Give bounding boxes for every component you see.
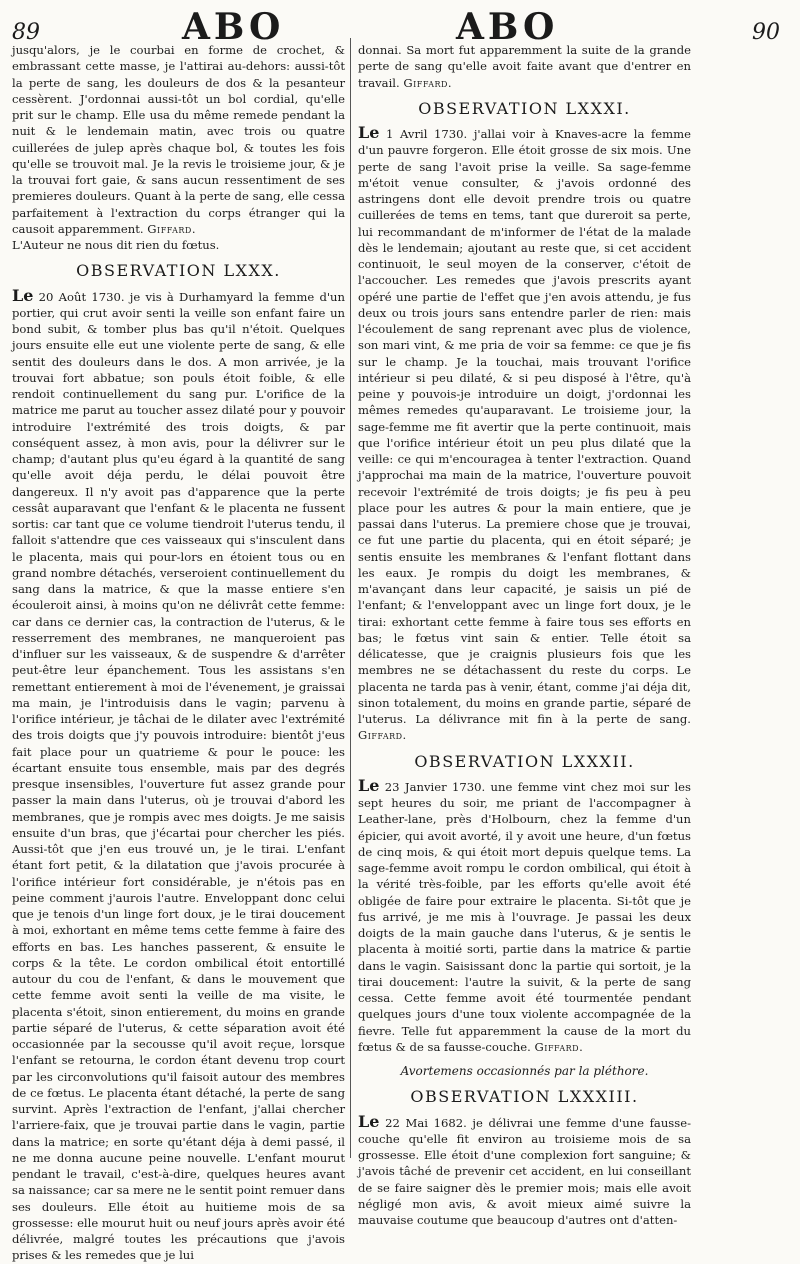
observation-heading: OBSERVATION LXXXI. [418, 98, 631, 118]
left-running-head: ABO [182, 6, 285, 48]
signature: Giffard. [358, 728, 407, 743]
paragraph [12, 285, 345, 1264]
observation-heading: OBSERVATION LXXXII. [414, 751, 635, 771]
paragraph [358, 125, 691, 744]
signature: Giffard. [147, 221, 197, 236]
paragraph-text: 23 Janvier 1730. une femme vint chez moi sur les sept heures du soir, me priant de l'accompagner à Leather-lane, près d'Holbourn, chez la femme d'un épicier, qui avoit avorté, il y avoit une heure, d'un fœtus de cinq mois, & qui étoit mort depuis quelque tems. La sage-femme avoit rompu le cordon ombilical, qui étoit à la vérité très-foible, par les efforts qu'elle avoit été obligée de faire pour extraire le placenta. Si-tôt que je fus arrivé, je me mis à l'ouvrage. Je passai les deux doigts de la main gauche dans l'uterus, & je sentis le placenta à moitié sorti, partie dans la matrice & partie dans le vagin. Saisissant donc la partie qui sortoit, je la tirai doucement: l'autre la suivit, & la perte de sang cessa. Cette femme avoit été tourmentée pendant quelques jours d'une toux violente accompagnée de la fievre. Telle fut apparemment la cause de la mort du fœtus & de sa fausse-couche. [358, 779, 691, 1054]
paragraph [358, 775, 691, 1055]
left-page-number: 89 [12, 20, 40, 45]
drop-word: Le [358, 1111, 380, 1131]
paragraph-text: jusqu'alors, je le courbai en forme de crochet, & embrassant cette masse, je l'attirai au-dehors: aussi-tôt la perte de sang, les douleurs de dos & la pesanteur cessèrent. J'ordonnai aussi-tôt un bol cordial, qu'elle prit sur le champ. Elle usa du même remede pendant la nuit & le lendemain matin, avec trois ou quatre cuillerées de julep après chaque bol, & toutes les fois qu'elle se trouvoit mal. Je la revis le troisieme jour, & je la trouvai fort gaie, & sans aucun ressentiment de ses premieres douleurs. Quant à la perte de sang, elle cessa parfaitement à l'extraction du corps étranger qui la causoit apparemment. [12, 43, 345, 236]
right-running-head: ABO [456, 6, 559, 48]
right-page-number: 90 [752, 20, 780, 45]
right-column [358, 42, 691, 1227]
paragraph [358, 1111, 691, 1229]
observation-heading: OBSERVATION LXXXIII. [410, 1087, 639, 1107]
paragraph-text: 22 Mai 1682. je délivrai une femme d'une fausse-couche qu'elle fit environ au troisieme mois de sa grossesse. Elle étoit d'une complexion fort sanguine; & j'avois tâché de prevenir cet accident, en lui conseillant de se faire saigner dès le premier mois; mais elle avoit négligé mon avis, & avoit mieux aimé suivre la mauvaise coutume que beaucoup d'autres ont d'atten- [358, 1115, 691, 1227]
paragraph [12, 42, 345, 237]
signature: Giffard. [403, 75, 453, 90]
note: L'Auteur ne nous dit rien du fœtus. [12, 238, 220, 252]
drop-word: Le [358, 775, 380, 795]
drop-word: Le [12, 285, 34, 305]
left-column [12, 42, 345, 1263]
observation-heading: OBSERVATION LXXX. [76, 261, 281, 281]
column-divider [350, 38, 351, 1158]
paragraph-text: 1 Avril 1730. j'allai voir à Knaves-acre la femme d'un pauvre forgeron. Elle étoit grosse de six mois. Une perte de sang l'avoit prise la veille. Sa sage-femme m'étoit venue consulter, & j'avois ordonné des astringens dont elle devoit prendre trois ou quatre cuillerées de tems en tems, tant que dureroit sa perte, lui recommandant de m'informer de l'état de la malade dès le lendemain; ajoutant au reste que, si cet accident continuoit, le seul moyen de la conserver, c'étoit de l'accoucher. Les remedes que j'avois prescrits ayant opéré une partie de l'effet que j'en avois attendu, je fus deux ou trois jours sans entendre parler de rien: mais l'écoulement de sang reprenant avec plus de violence, son mari vint, & me pria de voir sa femme: ce que je fis sur le champ. Je la touchai, mais trouvant l'orifice intérieur si peu dilaté, & si peu disposé à l'être, qu'à peine y pouvois-je introduire un doigt, j'ordonnai les mêmes remedes qu'auparavant. Le troisieme jour, la sage-femme me fit avertir que la perte continuoit, mais que l'orifice intérieur étoit un peu plus dilaté que la veille: ce qui m'encouragea à tenter l'extraction. Quand j'approchai ma main de la matrice, l'ouverture pouvoit recevoir l'extrémité de trois doigts; je fis peu à peu place pour les autres & pour la main entiere, que je passai dans l'uterus. La premiere chose que je trouvai, ce fut une partie du placenta, qui en étoit séparé; je sentis ensuite les membranes & l'enfant flottant dans les eaux. Je rompis du doigt les membranes, & m'avançant dans leur capacité, je saisis un pié de l'enfant; & l'enveloppant avec un linge fort doux, je le tirai: exhortant cette femme à faire tous ses efforts en bas; le fœtus vint sain & entier. Telle étoit sa délicatesse, que je craignis plusieurs fois que les membres ne se détachassent du reste du corps. Le placenta ne tarda pas à venir, étant, comme j'ai déja dit, sinon totalement, du moins en grande partie, séparé de l'uterus. La délivrance mit fin à la perte de sang. [358, 127, 691, 726]
signature: Giffard. [534, 1039, 584, 1054]
paragraph [358, 42, 691, 91]
section-subheading: Avortemens occasionnés par la pléthore. [400, 1064, 649, 1078]
paragraph-text: donnai. Sa mort fut apparemment la suite de la grande perte de sang qu'elle avoit faite avant que d'entrer en travail. [358, 43, 691, 90]
drop-word: Le [358, 123, 380, 142]
paragraph-text: 20 Août 1730. je vis à Durhamyard la femme d'un portier, qui crut avoir senti la veille son enfant faire un bond subit, & tomber plus bas qu'il n'étoit. Quelques jours ensuite elle eut une violente perte de sang, & elle sentit des douleurs dans le dos. A mon arrivée, je la trouvai fort abbatue; son pouls étoit foible, & elle rendoit continuellement du sang pur. L'orifice de la matrice me parut au toucher assez dilaté pour y pouvoir introduire l'extrémité des trois doigts, & par conséquent assez, à mon avis, pour la délivrer sur le champ; d'autant plus qu'eu égard à la quantité de sang qu'elle avoit déja perdu, le délai pouvoit être dangereux. Il n'y avoit pas d'apparence que la perte cessât auparavant que l'enfant & le placenta ne fussent sortis: car tant que ce volume tiendroit l'uterus tendu, il falloit s'attendre que ces vaisseaux qui s'insculent dans le placenta, mais qui pour-lors en étoient tous ou en grand nombre détachés, verseroient continuellement du sang dans la matrice, & que la masse entiere s'en écouleroit ainsi, à moins qu'on ne délivrât cette femme: car dans ce dernier cas, la contraction de l'uterus, & le resserrement des membranes, ne manqueroient pas d'influer sur les vaisseaux, & de suspendre & d'arrêter peut-être leur épanchement. Tous les assistans s'en remettant entierement à moi de l'évenement, je graissai ma main, je l'introduisis dans le vagin; parvenu à l'orifice intérieur, je tâchai de le dilater avec l'extrémité des trois doigts que j'y pouvois introduire: bientôt j'eus fait place pour un quatrieme & pour le pouce: les écartant ensuite tous ensemble, mais par des degrés presque insensibles, l'ouverture fut assez grande pour passer la main dans l'uterus, où je trouvai d'abord les membranes, que je rompis avec mes doigts. Je me saisis ensuite d'un bras, que j'écartai pour chercher les piés. Aussi-tôt que j'en eus trouvé un, je le tirai. L'enfant étant fort petit, & la dilatation que j'avois procurée à l'orifice intérieur fort considérable, je n'étois pas en peine comment j'aurois l'autre. Enveloppant donc celui que je tenois d'un linge fort doux, je le tirai doucement à moi, exhortant en même tems cette femme à faire des efforts en bas. Les hanches passerent, & ensuite le corps & la tête. Le cordon ombilical étoit entortillé autour du cou de l'enfant, & dans le mouvement que cette femme avoit senti la veille de ma visite, le placenta s'étoit, sinon entierement, du moins en grande partie séparé de l'uterus, & cette séparation avoit été occasionnée par la secousse qu'il avoit reçue, lorsque l'enfant se retourna, le cordon étant devenu trop court par les circonvolutions qu'il faisoit autour des membres de ce fœtus. Le placenta étant détaché, la perte de sang survint. Après l'extraction de l'enfant, j'allai chercher l'arriere-faix, que je trouvai partie dans le vagin, partie dans la matrice; en sorte qu'étant déja à demi passé, il ne me donna aucune peine nouvelle. L'enfant mourut pendant le travail, c'est-à-dire, quelques heures avant sa naissance; car sa mere ne le sentit point remuer dans ses douleurs. Elle étoit au huitieme mois de sa grossesse: elle mourut huit ou neuf jours après avoir été délivrée, malgré toutes les précautions que j'avois prises & les remedes que je lui [12, 289, 345, 1263]
